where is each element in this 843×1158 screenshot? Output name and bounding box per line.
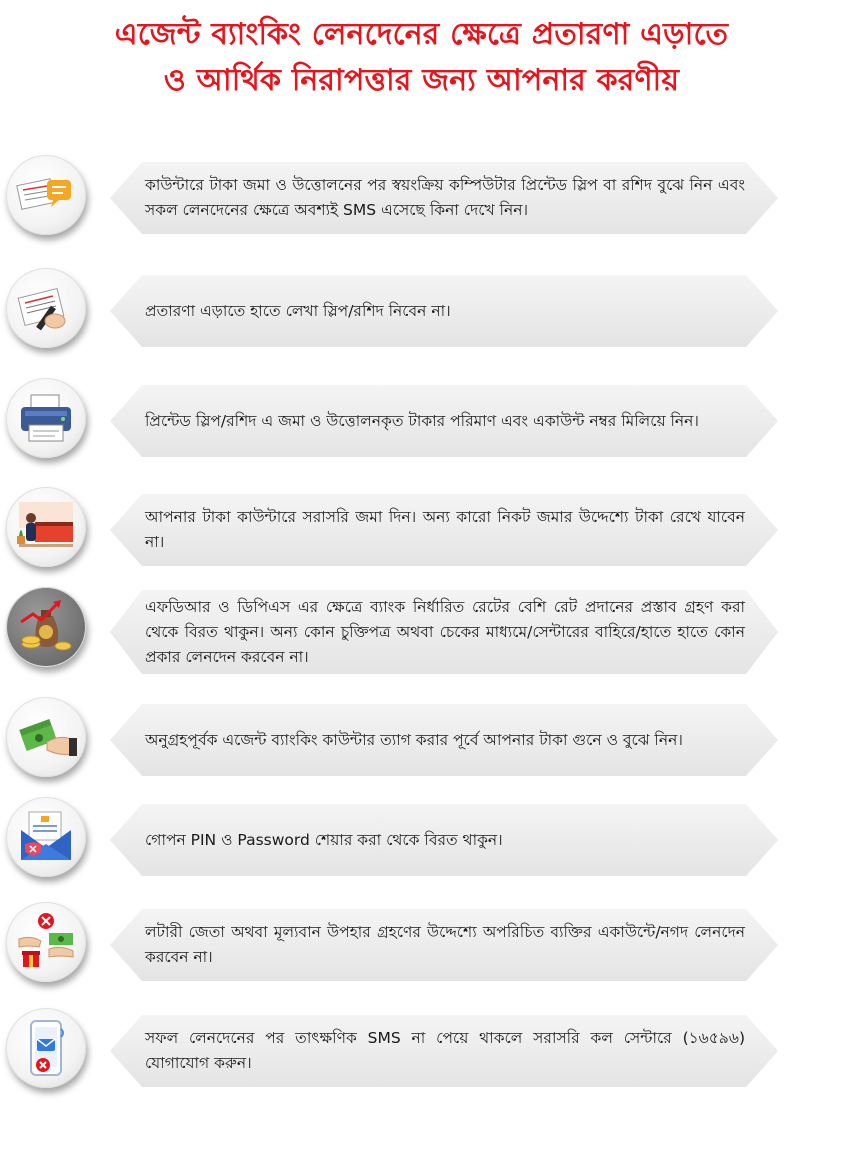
receipt-chat-icon (6, 155, 86, 235)
tip-text: লটারী জেতা অথবা মূল্যবান উপহার গ্রহণের উদ্দেশ্যে অপরিচিত ব্যক্তির একাউন্টে/নগদ লেনদেন করবেন না। (145, 923, 745, 966)
tip-text: সফল লেনদেনের পর তাৎক্ষণিক SMS না পেয়ে থাকলে সরাসরি কল সেন্টারে (১৬৫৯৬) যোগাযোগ করুন। (145, 1029, 745, 1072)
phone-sms-alert-icon (6, 1008, 86, 1088)
tip-item-5 (0, 582, 843, 682)
tip-item-9 (0, 1003, 843, 1103)
cash-in-hand-icon (6, 697, 86, 777)
tip-item-8 (0, 897, 843, 997)
title-line-2: ও আর্থিক নিরাপত্তার জন্য আপনার করণীয় (163, 63, 680, 98)
tip-text: প্রতারণা এড়াতে হাতে লেখা স্লিপ/রশিদ নিবেন না। (145, 301, 451, 320)
page-title (0, 12, 843, 104)
tip-item-2 (0, 263, 843, 363)
tip-text: অনুগ্রহপূর্বক এজেন্ট ব্যাংকিং কাউন্টার ত্যাগ করার পূর্বে আপনার টাকা গুনে ও বুঝে নিন। (145, 730, 683, 749)
handwriting-slip-icon (6, 268, 86, 348)
tip-item-7 (0, 792, 843, 892)
tip-text: প্রিন্টেড স্লিপ/রশিদ এ জমা ও উত্তোলনকৃত টাকার পরিমাণ এবং একাউন্ট নম্বর মিলিয়ে নিন। (145, 411, 699, 430)
tip-item-1 (0, 150, 843, 250)
tip-text: গোপন PIN ও Password শেয়ার করা থেকে বিরত থাকুন। (145, 830, 503, 849)
secure-envelope-icon (6, 797, 86, 877)
tip-text: কাউন্টারে টাকা জমা ও উত্তোলনের পর স্বয়ংক্রিয় কম্পিউটার প্রিন্টেড স্লিপ বা রশিদ বুঝে নিন এবং সকল লেনদেনের ক্ষেত্রে অবশ্যই SMS এসেছে কিনা দেখে নিন। (145, 176, 745, 219)
no-gift-money-icon (6, 902, 86, 982)
printer-icon (6, 378, 86, 458)
tip-text: এফডিআর ও ডিপিএস এর ক্ষেত্রে ব্যাংক নির্ধারিত রেটের বেশি রেট প্রদানের প্রস্তাব গ্রহণ করা থেকে বিরত থাকুন। অন্য কোন চুক্তিপত্র অথবা চেকের মাধ্যমে/সেন্টারের বাহিরে/হাতে হাতে কোন প্রকার লেনদেন করবেন না। (145, 597, 745, 666)
title-line-1: এজেন্ট ব্যাংকিং লেনদেনের ক্ষেত্রে প্রতারণা এড়াতে (114, 17, 729, 52)
bank-counter-icon (6, 487, 86, 567)
tip-item-6 (0, 692, 843, 792)
money-bag-growth-icon (6, 587, 86, 667)
tip-text: আপনার টাকা কাউন্টারে সরাসরি জমা দিন। অন্য কারো নিকট জমার উদ্দেশ্যে টাকা রেখে যাবেন না। (145, 508, 745, 551)
tip-item-4 (0, 482, 843, 582)
tip-item-3 (0, 373, 843, 473)
